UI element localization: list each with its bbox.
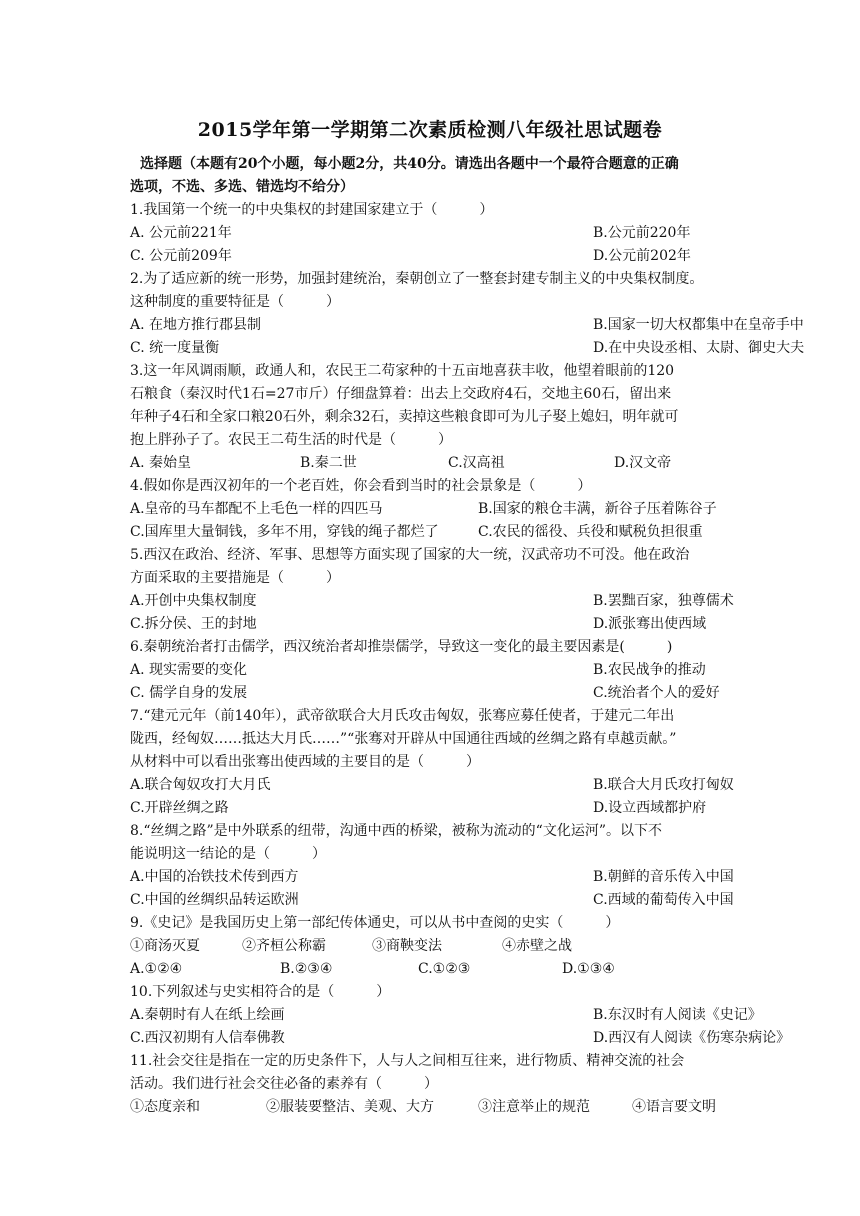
q9-item-3: ③商鞅变法 — [372, 938, 442, 954]
q8-option-d: C.西域的葡萄传入中国 — [593, 892, 734, 908]
q2-options-row-2 — [130, 337, 805, 360]
q5-option-a: A.开创中央集权制度 — [130, 593, 257, 609]
q2-stem-line-1: 2.为了适应新的统一形势，加强封建统治，秦朝创立了一整套封建专制主义的中央集权制度。 — [130, 271, 704, 287]
q11-item-1: ①态度亲和 — [130, 1099, 200, 1115]
q4-options-row-1 — [130, 498, 740, 521]
q10-option-b: B.东汉时有人阅读《史记》 — [593, 1007, 762, 1023]
q1-option-d: D.公元前202年 — [593, 248, 691, 264]
q9-item-4: ④赤壁之战 — [502, 938, 572, 954]
q8-stem-line-2: 能说明这一结论的是（ ） — [130, 846, 326, 862]
q6-stem: 6.秦朝统治者打击儒学，西汉统治者却推崇儒学，导致这一变化的最主要因素是( ) — [130, 639, 673, 655]
q2-option-b: B.国家一切大权都集中在皇帝手中 — [593, 317, 804, 333]
q8-stem-line-1: 8.“丝绸之路”是中外联系的纽带，沟通中西的桥梁，被称为流动的“文化运河”。以下不 — [130, 823, 662, 839]
q2-options-row-1 — [130, 314, 804, 337]
q4-option-a: A.皇帝的马车都配不上毛色一样的四匹马 — [130, 501, 383, 517]
q5-option-c: C.拆分侯、王的封地 — [130, 616, 257, 632]
instructions-line-1: 选择题（本题有20个小题，每小题2分，共40分。请选出各题中一个最符合题意的正确 — [140, 156, 679, 172]
q7-stem-line-1: 7.“建元元年（前140年），武帝欲联合大月氏攻击匈奴，张骞应募任使者，于建元二年出 — [130, 708, 675, 724]
q3-stem-line-4: 抱上胖孙子了。农民王二苟生活的时代是（ ） — [130, 432, 452, 448]
q7-option-c: C.开辟丝绸之路 — [130, 800, 229, 816]
q1-stem: 1.我国第一个统一的中央集权的封建国家建立于（ ） — [130, 202, 494, 218]
q3-option-a: A. 秦始皇 — [130, 455, 192, 471]
q7-stem-line-3: 从材料中可以看出张骞出使西域的主要目的是（ ） — [130, 754, 480, 770]
q9-option-c: C.①②③ — [418, 961, 471, 977]
q10-option-c: C.西汉初期有人信奉佛教 — [130, 1030, 285, 1046]
q11-stem-line-1: 11.社会交往是指在一定的历史条件下，人与人之间相互往来，进行物质、精神交流的社会 — [130, 1053, 685, 1069]
q9-stem: 9.《史记》是我国历史上第一部纪传体通史，可以从书中查阅的史实（ ） — [130, 915, 620, 931]
q10-stem: 10.下列叙述与史实相符合的是（ ） — [130, 984, 391, 1000]
q4-option-d: C.农民的徭役、兵役和赋税负担很重 — [478, 524, 703, 540]
q5-option-b: B.罢黜百家，独尊儒术 — [593, 593, 734, 609]
q8-option-c: C.中国的丝绸织品转运欧洲 — [130, 892, 299, 908]
q3-stem-line-3: 年种子4石和全家口粮20石外，剩余32石，卖掉这些粮食即可为儿子娶上媳妇，明年就可 — [130, 409, 679, 425]
q6-option-b: B.农民战争的推动 — [593, 662, 706, 678]
q10-options-row-1 — [130, 1004, 762, 1027]
q8-options-row-2 — [130, 889, 740, 912]
q2-option-a: A. 在地方推行郡县制 — [130, 317, 262, 333]
q4-option-c: C.国库里大量铜钱，多年不用，穿钱的绳子都烂了 — [130, 524, 439, 540]
q1-options-row-1 — [130, 222, 740, 245]
q9-item-1: ①商汤灭夏 — [130, 938, 200, 954]
q11-item-4: ④语言要文明 — [632, 1099, 716, 1115]
q5-options-row-2 — [130, 613, 740, 636]
q3-stem-line-2: 石粮食（秦汉时代1石=27市斤）仔细盘算着：出去上交政府4石，交地主60石，留出来 — [130, 386, 672, 402]
q9-option-b: B.②③④ — [280, 961, 333, 977]
q8-options-row-1 — [130, 866, 740, 889]
q9-option-d: D.①③④ — [562, 961, 615, 977]
q8-option-b: B.朝鲜的音乐传入中国 — [593, 869, 734, 885]
q6-options-row-1 — [130, 659, 740, 682]
q7-option-a: A.联合匈奴攻打大月氏 — [130, 777, 271, 793]
q9-item-2: ②齐桓公称霸 — [242, 938, 326, 954]
q7-option-d: D.设立西域都护府 — [593, 800, 707, 816]
q7-stem-line-2: 陇西，经匈奴……抵达大月氏……”“张骞对开辟从中国通往西域的丝绸之路有卓越贡献。” — [130, 731, 677, 747]
q9-option-a: A.①②④ — [130, 961, 183, 977]
q2-stem-line-2: 这种制度的重要特征是（ ） — [130, 294, 340, 310]
q5-options-row-1 — [130, 590, 740, 613]
q7-options-row-2 — [130, 797, 740, 820]
q6-option-a: A. 现实需要的变化 — [130, 662, 248, 678]
q1-options-row-2 — [130, 245, 740, 268]
q3-option-c: C.汉高祖 — [448, 455, 505, 471]
q5-option-d: D.派张骞出使西域 — [593, 616, 707, 632]
q8-option-a: A.中国的冶铁技术传到西方 — [130, 869, 299, 885]
q1-option-a: A. 公元前221年 — [130, 225, 232, 241]
q5-stem-line-2: 方面采取的主要措施是（ ） — [130, 570, 340, 586]
q1-option-b: B.公元前220年 — [593, 225, 691, 241]
q10-options-row-2 — [130, 1027, 791, 1050]
q11-item-3: ③注意举止的规范 — [478, 1099, 590, 1115]
q7-option-b: B.联合大月氏攻打匈奴 — [593, 777, 734, 793]
q2-option-d: D.在中央设丞相、太尉、御史大夫 — [593, 340, 805, 356]
q10-option-a: A.秦朝时有人在纸上绘画 — [130, 1007, 285, 1023]
q3-option-b: B.秦二世 — [300, 455, 357, 471]
q4-options-row-2 — [130, 521, 740, 544]
q2-option-c: C. 统一度量衡 — [130, 340, 220, 356]
q4-stem: 4.假如你是西汉初年的一个老百姓，你会看到当时的社会景象是（ ） — [130, 478, 592, 494]
q1-option-c: C. 公元前209年 — [130, 248, 232, 264]
q5-stem-line-1: 5.西汉在政治、经济、军事、思想等方面实现了国家的大一统，汉武帝功不可没。他在政治 — [130, 547, 690, 563]
q11-item-2: ②服装要整洁、美观、大方 — [266, 1099, 434, 1115]
q4-option-b: B.国家的粮仓丰满，新谷子压着陈谷子 — [478, 501, 717, 517]
q3-option-d: D.汉文帝 — [614, 455, 672, 471]
instructions-line-2: 选项，不选、多选、错选均不给分） — [130, 179, 354, 195]
q6-option-c: C. 儒学自身的发展 — [130, 685, 248, 701]
q3-stem-line-1: 3.这一年风调雨顺，政通人和，农民王二苟家种的十五亩地喜获丰收，他望着眼前的120 — [130, 363, 675, 379]
q10-option-d: D.西汉有人阅读《伤寒杂病论》 — [593, 1030, 791, 1046]
q11-stem-line-2: 活动。我们进行社会交往必备的素养有（ ） — [130, 1076, 438, 1092]
q6-options-row-2 — [130, 682, 740, 705]
q7-options-row-1 — [130, 774, 740, 797]
q6-option-d: C.统治者个人的爱好 — [593, 685, 720, 701]
exam-title: 2015学年第一学期第二次素质检测八年级社思试题卷 — [197, 119, 663, 141]
